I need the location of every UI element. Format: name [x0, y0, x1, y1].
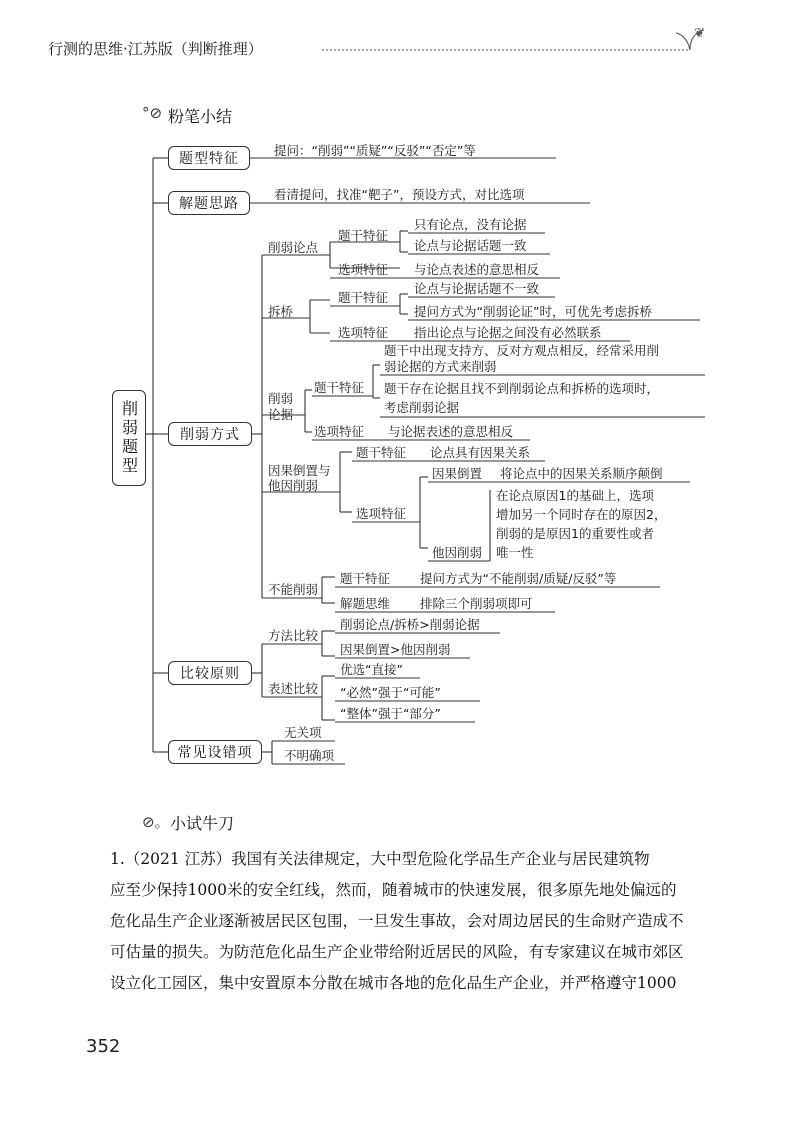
node-weaken-method: 削弱方式 — [168, 422, 252, 446]
bridge-stem-label: 题干特征 — [338, 290, 389, 305]
weaken-evidence-option-text: 与论据表述的意思相反 — [388, 424, 514, 439]
expression-compare-label: 表述比较 — [268, 681, 319, 696]
causal-label-1: 因果倒置与 — [268, 463, 331, 478]
question-line-5: 设立化工园区，集中安置原本分散在城市各地的危化品生产企业，并严格遵守1000 — [110, 974, 677, 992]
causal-reverse-label: 因果倒置 — [432, 466, 483, 481]
bridge-label: 拆桥 — [268, 304, 294, 319]
cannot-weaken-stem-text: 提问方式为“不能削弱/质疑/反驳”等 — [420, 571, 617, 586]
question-paragraph — [110, 844, 710, 999]
weaken-evidence-label-2: 论据 — [268, 407, 294, 422]
causal-other-label: 他因削弱 — [432, 545, 483, 560]
causal-option-label: 选项特征 — [356, 506, 407, 521]
node-compare-principle: 比较原则 — [168, 661, 252, 685]
weaken-argument-stem-label: 题干特征 — [338, 228, 389, 243]
bridge-option-text: 指出论点与论据之间没有必然联系 — [414, 325, 602, 340]
weaken-evidence-stem-item-1a: 题干中出现支持方、反对方观点相反，经常采用削 — [384, 343, 660, 358]
page-number: 352 — [86, 1036, 121, 1057]
causal-other-line-4: 唯一性 — [496, 545, 534, 560]
causal-stem-label: 题干特征 — [356, 445, 407, 460]
node-solving-idea: 解题思路 — [168, 191, 250, 215]
causal-reverse-text: 将论点中的因果关系顺序颠倒 — [500, 466, 663, 481]
weaken-argument-option-text: 与论点表述的意思相反 — [414, 262, 540, 277]
causal-other-line-1: 在论点原因1的基础上，选项 — [496, 488, 654, 503]
trap-item-2: 不明确项 — [284, 748, 335, 763]
weaken-evidence-stem-label: 题干特征 — [314, 380, 365, 395]
weaken-argument-stem-item-1: 只有论点，没有论据 — [414, 217, 527, 232]
weaken-argument-option-label: 选项特征 — [338, 262, 389, 277]
method-compare-label: 方法比较 — [268, 628, 319, 643]
running-header: 行测的思维·江苏版（判断推理） — [48, 40, 263, 58]
expression-compare-item-3: “整体”强于“部分” — [340, 706, 441, 721]
type-feature-text: 提问：“削弱”“质疑”“反驳”“否定”等 — [274, 143, 476, 158]
root-node — [112, 390, 146, 486]
weaken-argument-stem-item-2: 论点与论据话题一致 — [414, 238, 527, 253]
causal-stem-text: 论点具有因果关系 — [430, 445, 531, 460]
bridge-option-label: 选项特征 — [338, 325, 389, 340]
node-type-feature: 题型特征 — [168, 146, 250, 170]
weaken-evidence-label-1: 削弱 — [268, 391, 294, 406]
node-common-traps: 常见设错项 — [168, 740, 262, 764]
pencil-icon-2: ⊘。 — [142, 813, 170, 831]
causal-other-line-3: 削弱的是原因1的重要性或者 — [496, 526, 654, 541]
method-compare-item-1: 削弱论点/拆桥>削弱论据 — [340, 617, 480, 632]
pencil-icon: °⊘ — [142, 104, 163, 122]
weaken-evidence-option-label: 选项特征 — [314, 424, 365, 439]
cannot-weaken-idea-label: 解题思维 — [340, 596, 391, 611]
question-line-4: 可估量的损失。为防范危化品生产企业带给附近居民的风险，有专家建议在城市郊区 — [110, 943, 684, 961]
root-label: 削弱题型 — [119, 400, 139, 476]
causal-other-line-2: 增加另一个同时存在的原因2， — [496, 507, 667, 522]
practice-title: 小试牛刀 — [170, 814, 235, 833]
cannot-weaken-stem-label: 题干特征 — [340, 571, 391, 586]
sprout-icon: ❦ — [694, 26, 705, 41]
cannot-weaken-label: 不能削弱 — [268, 582, 319, 597]
weaken-evidence-stem-item-2b: 考虑削弱论据 — [384, 400, 460, 415]
bridge-stem-item-1: 论点与论据话题不一致 — [414, 281, 540, 296]
question-line-3: 危化品生产企业逐渐被居民区包围，一旦发生事故，会对周边居民的生命财产造成不 — [110, 912, 684, 930]
question-line-1: 1.（2021 江苏）我国有关法律规定，大中型危险化学品生产企业与居民建筑物 — [110, 850, 650, 868]
cannot-weaken-idea-text: 排除三个削弱项即可 — [420, 596, 533, 611]
bridge-stem-item-2: 提问方式为“削弱论证”时，可优先考虑拆桥 — [414, 304, 652, 319]
method-compare-item-2: 因果倒置>他因削弱 — [340, 642, 451, 657]
expression-compare-item-2: “必然”强于“可能” — [340, 685, 441, 700]
summary-title: 粉笔小结 — [168, 107, 233, 126]
expression-compare-item-1: 优选“直接” — [340, 662, 403, 677]
weaken-argument-label: 削弱论点 — [268, 240, 319, 255]
trap-item-1: 无关项 — [284, 725, 322, 740]
causal-label-2: 他因削弱 — [268, 478, 319, 493]
weaken-evidence-stem-item-1b: 弱论据的方式来削弱 — [384, 359, 497, 374]
weaken-evidence-stem-item-2a: 题干存在论据且找不到削弱论点和拆桥的选项时， — [384, 381, 660, 396]
question-line-2: 应至少保持1000米的安全红线，然而，随着城市的快速发展，很多原先地处偏远的 — [110, 881, 677, 899]
solving-idea-text: 看清提问，找准“靶子”，预设方式，对比选项 — [274, 187, 525, 202]
